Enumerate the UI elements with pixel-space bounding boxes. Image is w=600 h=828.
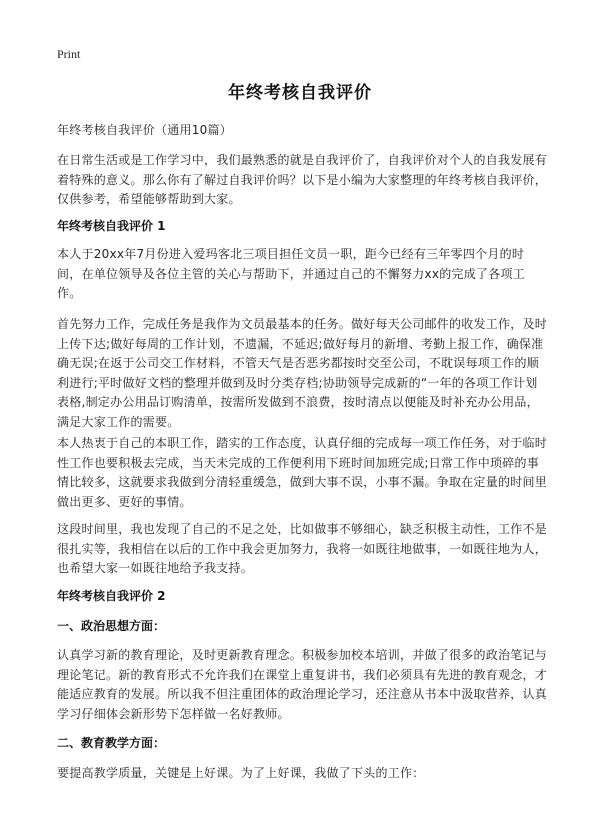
print-label[interactable]: Print <box>57 47 81 61</box>
section-2-heading: 年终考核自我评价 2 <box>57 589 166 603</box>
section-2-subheading-politics: 一、政治思想方面： <box>57 619 166 633</box>
section-1-paragraph-2: 首先努力工作，完成任务是我作为文员最基本的任务。做好每天公司邮件的收发工作，及时上传下达;做好每周的工作计划，不遗漏，不延迟;做好每月的新增、考勤上报工作，确保准确无误;在返于公司交工作材料，不管天气是否恶劣都按时交至公司，不耽误每项工作的顺利进行;平时做好文档的整理并做到及时分类存档;协助领导完成新的“一年的各项工作计划表格,制定办公用品订购清单，按需所发做到不浪费，按时清点以便能及时补充办公用品，满足大家工作的需要。 <box>57 317 548 429</box>
section-1-paragraph-1: 本人于20xx年7月份进入爱玛客北三项目担任文员一职，距今已经有三年零四个月的时间，在单位领导及各位主管的关心与帮助下，并通过自己的不懈努力xx的完成了各项工作。 <box>57 247 525 300</box>
section-2-subheading-teaching: 二、教育教学方面： <box>57 736 166 750</box>
page-title: 年终考核自我评价 <box>228 83 372 103</box>
section-2-paragraph-2: 要提高教学质量，关键是上好课。为了上好课，我做了下头的工作： <box>57 766 425 780</box>
intro-paragraph: 在日常生活或是工作学习中，我们最熟悉的就是自我评价了，自我评价对个人的自我发展有着特殊的意义。那么你有了解过自我评价吗？以下是小编为大家整理的年终考核自我评价，仅供参考，希望能够帮助到大家。 <box>57 153 548 206</box>
section-1-paragraph-3: 本人热衷于自己的本职工作，踏实的工作态度，认真仔细的完成每一项工作任务，对于临时性工作也要积极去完成，当天未完成的工作便利用下班时间加班完成;日常工作中琐碎的事情比较多，这就要求我做到分清轻重缓急，做到大事不误，小事不漏。争取在定量的时间里做出更多、更好的事情。 <box>57 436 548 509</box>
subtitle: 年终考核自我评价（通用10篇） <box>57 123 233 137</box>
section-2-paragraph-1: 认真学习新的教育理论，及时更新教育理念。积极参加校本培训，并做了很多的政治笔记与理论笔记。新的教育形式不允许我们在课堂上重复讲书，我们必须具有先进的教育观念，才能适应教育的发展。所以我不但注重团体的政治理论学习，还注意从书本中汲取营养，认真学习仔细体会新形势下怎样做一名好教师。 <box>57 648 548 721</box>
section-1-heading: 年终考核自我评价 1 <box>57 219 166 233</box>
section-1-paragraph-4: 这段时间里，我也发现了自己的不足之处，比如做事不够细心，缺乏积极主动性，工作不是很扎实等，我相信在以后的工作中我会更加努力，我将一如既往地做事，一如既往地为人，也希望大家一如既往地给予我支持。 <box>57 522 548 575</box>
